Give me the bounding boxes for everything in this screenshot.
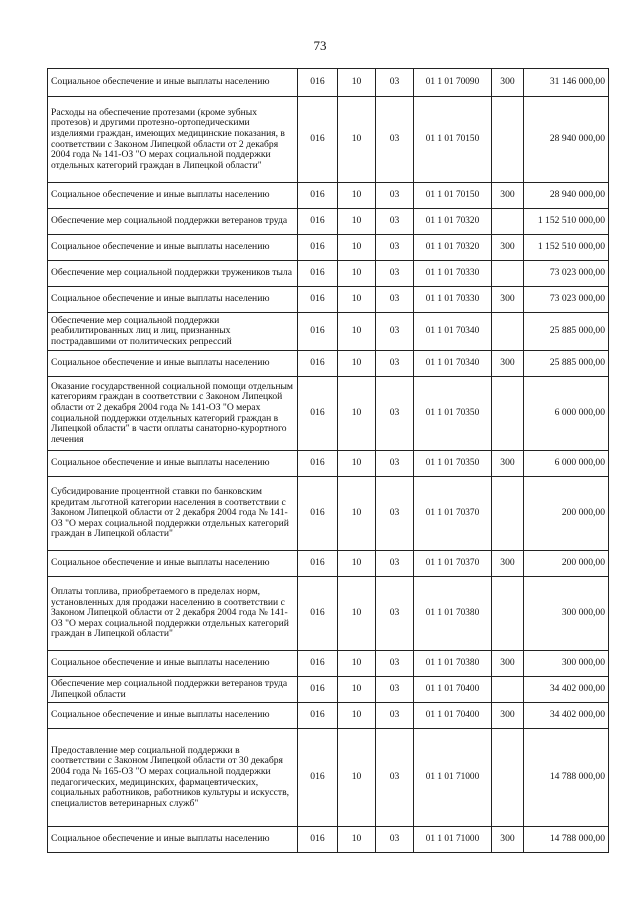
- subsection-code-cell: 03: [376, 97, 414, 183]
- expense-type-cell: 300: [492, 551, 524, 577]
- row-name-cell: Социальное обеспечение и иные выплаты населению: [48, 551, 298, 577]
- amount-cell: 300 000,00: [524, 577, 609, 651]
- subsection-code-cell: 03: [376, 261, 414, 287]
- amount-cell: 28 940 000,00: [524, 97, 609, 183]
- expense-type-cell: 300: [492, 235, 524, 261]
- subsection-code-cell: 03: [376, 577, 414, 651]
- row-name-cell: Обеспечение мер социальной поддержки тружеников тыла: [48, 261, 298, 287]
- amount-cell: 34 402 000,00: [524, 703, 609, 729]
- section-code-cell: 10: [338, 313, 376, 351]
- section-code-cell: 10: [338, 551, 376, 577]
- ministry-code-cell: 016: [298, 377, 338, 451]
- row-name-cell: Оказание государственной социальной помощи отдельным категориям граждан в соответствии с Законом Липецкой области от 2 декабря 2004 года № 141-ОЗ "О мерах социальной поддержки отдельных категорий граждан в Липецкой области" в части оплаты санаторно-курортного лечения: [48, 377, 298, 451]
- target-article-cell: 01 1 01 70350: [414, 451, 492, 477]
- row-name-cell: Обеспечение мер социальной поддержки ветеранов труда: [48, 209, 298, 235]
- table-body: [48, 69, 609, 853]
- ministry-code-cell: 016: [298, 703, 338, 729]
- expense-type-cell: 300: [492, 651, 524, 677]
- expense-type-cell: [492, 97, 524, 183]
- subsection-code-cell: 03: [376, 69, 414, 97]
- target-article-cell: 01 1 01 70370: [414, 551, 492, 577]
- section-code-cell: 10: [338, 235, 376, 261]
- amount-cell: 25 885 000,00: [524, 351, 609, 377]
- section-code-cell: 10: [338, 677, 376, 703]
- expense-type-cell: [492, 677, 524, 703]
- budget-table: [47, 68, 609, 853]
- table-row: [48, 451, 609, 477]
- target-article-cell: 01 1 01 70350: [414, 377, 492, 451]
- row-name-cell: Социальное обеспечение и иные выплаты населению: [48, 183, 298, 209]
- expense-type-cell: [492, 377, 524, 451]
- expense-type-cell: 300: [492, 351, 524, 377]
- expense-type-cell: 300: [492, 451, 524, 477]
- amount-cell: 6 000 000,00: [524, 377, 609, 451]
- amount-cell: 34 402 000,00: [524, 677, 609, 703]
- amount-cell: 300 000,00: [524, 651, 609, 677]
- expense-type-cell: 300: [492, 827, 524, 853]
- table-row: [48, 235, 609, 261]
- target-article-cell: 01 1 01 70330: [414, 261, 492, 287]
- table-row: [48, 651, 609, 677]
- subsection-code-cell: 03: [376, 551, 414, 577]
- ministry-code-cell: 016: [298, 209, 338, 235]
- table-row: [48, 377, 609, 451]
- expense-type-cell: [492, 313, 524, 351]
- ministry-code-cell: 016: [298, 261, 338, 287]
- ministry-code-cell: 016: [298, 287, 338, 313]
- section-code-cell: 10: [338, 261, 376, 287]
- target-article-cell: 01 1 01 70340: [414, 351, 492, 377]
- page-number: 73: [313, 38, 327, 53]
- ministry-code-cell: 016: [298, 313, 338, 351]
- section-code-cell: 10: [338, 97, 376, 183]
- subsection-code-cell: 03: [376, 477, 414, 551]
- expense-type-cell: [492, 209, 524, 235]
- expense-type-cell: [492, 729, 524, 827]
- amount-cell: 28 940 000,00: [524, 183, 609, 209]
- subsection-code-cell: 03: [376, 287, 414, 313]
- ministry-code-cell: 016: [298, 551, 338, 577]
- section-code-cell: 10: [338, 651, 376, 677]
- target-article-cell: 01 1 01 70090: [414, 69, 492, 97]
- amount-cell: 73 023 000,00: [524, 261, 609, 287]
- ministry-code-cell: 016: [298, 651, 338, 677]
- amount-cell: 14 788 000,00: [524, 827, 609, 853]
- amount-cell: 200 000,00: [524, 477, 609, 551]
- table-row: [48, 69, 609, 97]
- section-code-cell: 10: [338, 703, 376, 729]
- target-article-cell: 01 1 01 71000: [414, 729, 492, 827]
- amount-cell: 73 023 000,00: [524, 287, 609, 313]
- amount-cell: 25 885 000,00: [524, 313, 609, 351]
- target-article-cell: 01 1 01 70330: [414, 287, 492, 313]
- ministry-code-cell: 016: [298, 183, 338, 209]
- ministry-code-cell: 016: [298, 827, 338, 853]
- ministry-code-cell: 016: [298, 351, 338, 377]
- row-name-cell: Социальное обеспечение и иные выплаты населению: [48, 287, 298, 313]
- amount-cell: 31 146 000,00: [524, 69, 609, 97]
- row-name-cell: Расходы на обеспечение протезами (кроме зубных протезов) и другими протезно-ортопедическими изделиями граждан, имеющих медицинские показания, в соответствии с Законом Липецкой области от 2 декабря 2004 года № 141-ОЗ "О мерах социальной поддержки отдельных категорий граждан в Липецкой области": [48, 97, 298, 183]
- row-name-cell: Оплаты топлива, приобретаемого в пределах норм, установленных для продажи населению в соответствии с Законом Липецкой области от 2 декабря 2004 года № 141-ОЗ "О мерах социальной поддержки отдельных категорий граждан в Липецкой области": [48, 577, 298, 651]
- row-name-cell: Социальное обеспечение и иные выплаты населению: [48, 351, 298, 377]
- row-name-cell: Обеспечение мер социальной поддержки ветеранов труда Липецкой области: [48, 677, 298, 703]
- target-article-cell: 01 1 01 70380: [414, 651, 492, 677]
- section-code-cell: 10: [338, 183, 376, 209]
- target-article-cell: 01 1 01 70150: [414, 183, 492, 209]
- subsection-code-cell: 03: [376, 729, 414, 827]
- subsection-code-cell: 03: [376, 235, 414, 261]
- section-code-cell: 10: [338, 729, 376, 827]
- table-row: [48, 313, 609, 351]
- target-article-cell: 01 1 01 70400: [414, 703, 492, 729]
- table-row: [48, 551, 609, 577]
- target-article-cell: 01 1 01 70340: [414, 313, 492, 351]
- section-code-cell: 10: [338, 351, 376, 377]
- subsection-code-cell: 03: [376, 703, 414, 729]
- row-name-cell: Социальное обеспечение и иные выплаты населению: [48, 235, 298, 261]
- ministry-code-cell: 016: [298, 235, 338, 261]
- section-code-cell: 10: [338, 827, 376, 853]
- table-row: [48, 477, 609, 551]
- row-name-cell: Социальное обеспечение и иные выплаты населению: [48, 651, 298, 677]
- table-row: [48, 677, 609, 703]
- section-code-cell: 10: [338, 451, 376, 477]
- row-name-cell: Субсидирование процентной ставки по банковским кредитам льготной категории населения в соответствии с Законом Липецкой области от 2 декабря 2004 года № 141-ОЗ "О мерах социальной поддержки отдельных категорий граждан в Липецкой области": [48, 477, 298, 551]
- ministry-code-cell: 016: [298, 451, 338, 477]
- table-row: [48, 209, 609, 235]
- table-row: [48, 97, 609, 183]
- ministry-code-cell: 016: [298, 677, 338, 703]
- section-code-cell: 10: [338, 577, 376, 651]
- target-article-cell: 01 1 01 70380: [414, 577, 492, 651]
- subsection-code-cell: 03: [376, 451, 414, 477]
- table-row: [48, 287, 609, 313]
- expense-type-cell: 300: [492, 183, 524, 209]
- row-name-cell: Социальное обеспечение и иные выплаты населению: [48, 827, 298, 853]
- expense-type-cell: [492, 577, 524, 651]
- section-code-cell: 10: [338, 377, 376, 451]
- expense-type-cell: 300: [492, 703, 524, 729]
- target-article-cell: 01 1 01 71000: [414, 827, 492, 853]
- section-code-cell: 10: [338, 287, 376, 313]
- table-row: [48, 261, 609, 287]
- ministry-code-cell: 016: [298, 97, 338, 183]
- row-name-cell: Обеспечение мер социальной поддержки реабилитированных лиц и лиц, признанных пострадавшими от политических репрессий: [48, 313, 298, 351]
- ministry-code-cell: 016: [298, 477, 338, 551]
- row-name-cell: Социальное обеспечение и иные выплаты населению: [48, 451, 298, 477]
- expense-type-cell: [492, 477, 524, 551]
- row-name-cell: Предоставление мер социальной поддержки в соответствии с Законом Липецкой области от 30 декабря 2004 года № 165-ОЗ "О мерах социальной поддержки педагогических, медицинских, фармацевтических, социальных работников, работников культуры и искусств, специалистов ветеринарных служб": [48, 729, 298, 827]
- amount-cell: 1 152 510 000,00: [524, 235, 609, 261]
- expense-type-cell: [492, 261, 524, 287]
- section-code-cell: 10: [338, 209, 376, 235]
- expense-type-cell: 300: [492, 287, 524, 313]
- target-article-cell: 01 1 01 70320: [414, 209, 492, 235]
- section-code-cell: 10: [338, 69, 376, 97]
- subsection-code-cell: 03: [376, 827, 414, 853]
- ministry-code-cell: 016: [298, 729, 338, 827]
- amount-cell: 200 000,00: [524, 551, 609, 577]
- table-row: [48, 703, 609, 729]
- table-row: [48, 351, 609, 377]
- amount-cell: 14 788 000,00: [524, 729, 609, 827]
- subsection-code-cell: 03: [376, 677, 414, 703]
- row-name-cell: Социальное обеспечение и иные выплаты населению: [48, 69, 298, 97]
- subsection-code-cell: 03: [376, 313, 414, 351]
- expense-type-cell: 300: [492, 69, 524, 97]
- ministry-code-cell: 016: [298, 69, 338, 97]
- table-row: [48, 183, 609, 209]
- subsection-code-cell: 03: [376, 351, 414, 377]
- subsection-code-cell: 03: [376, 377, 414, 451]
- table-row: [48, 577, 609, 651]
- target-article-cell: 01 1 01 70400: [414, 677, 492, 703]
- row-name-cell: Социальное обеспечение и иные выплаты населению: [48, 703, 298, 729]
- amount-cell: 6 000 000,00: [524, 451, 609, 477]
- target-article-cell: 01 1 01 70370: [414, 477, 492, 551]
- amount-cell: 1 152 510 000,00: [524, 209, 609, 235]
- ministry-code-cell: 016: [298, 577, 338, 651]
- subsection-code-cell: 03: [376, 183, 414, 209]
- target-article-cell: 01 1 01 70320: [414, 235, 492, 261]
- section-code-cell: 10: [338, 477, 376, 551]
- table-row: [48, 827, 609, 853]
- target-article-cell: 01 1 01 70150: [414, 97, 492, 183]
- subsection-code-cell: 03: [376, 209, 414, 235]
- table-row: [48, 729, 609, 827]
- subsection-code-cell: 03: [376, 651, 414, 677]
